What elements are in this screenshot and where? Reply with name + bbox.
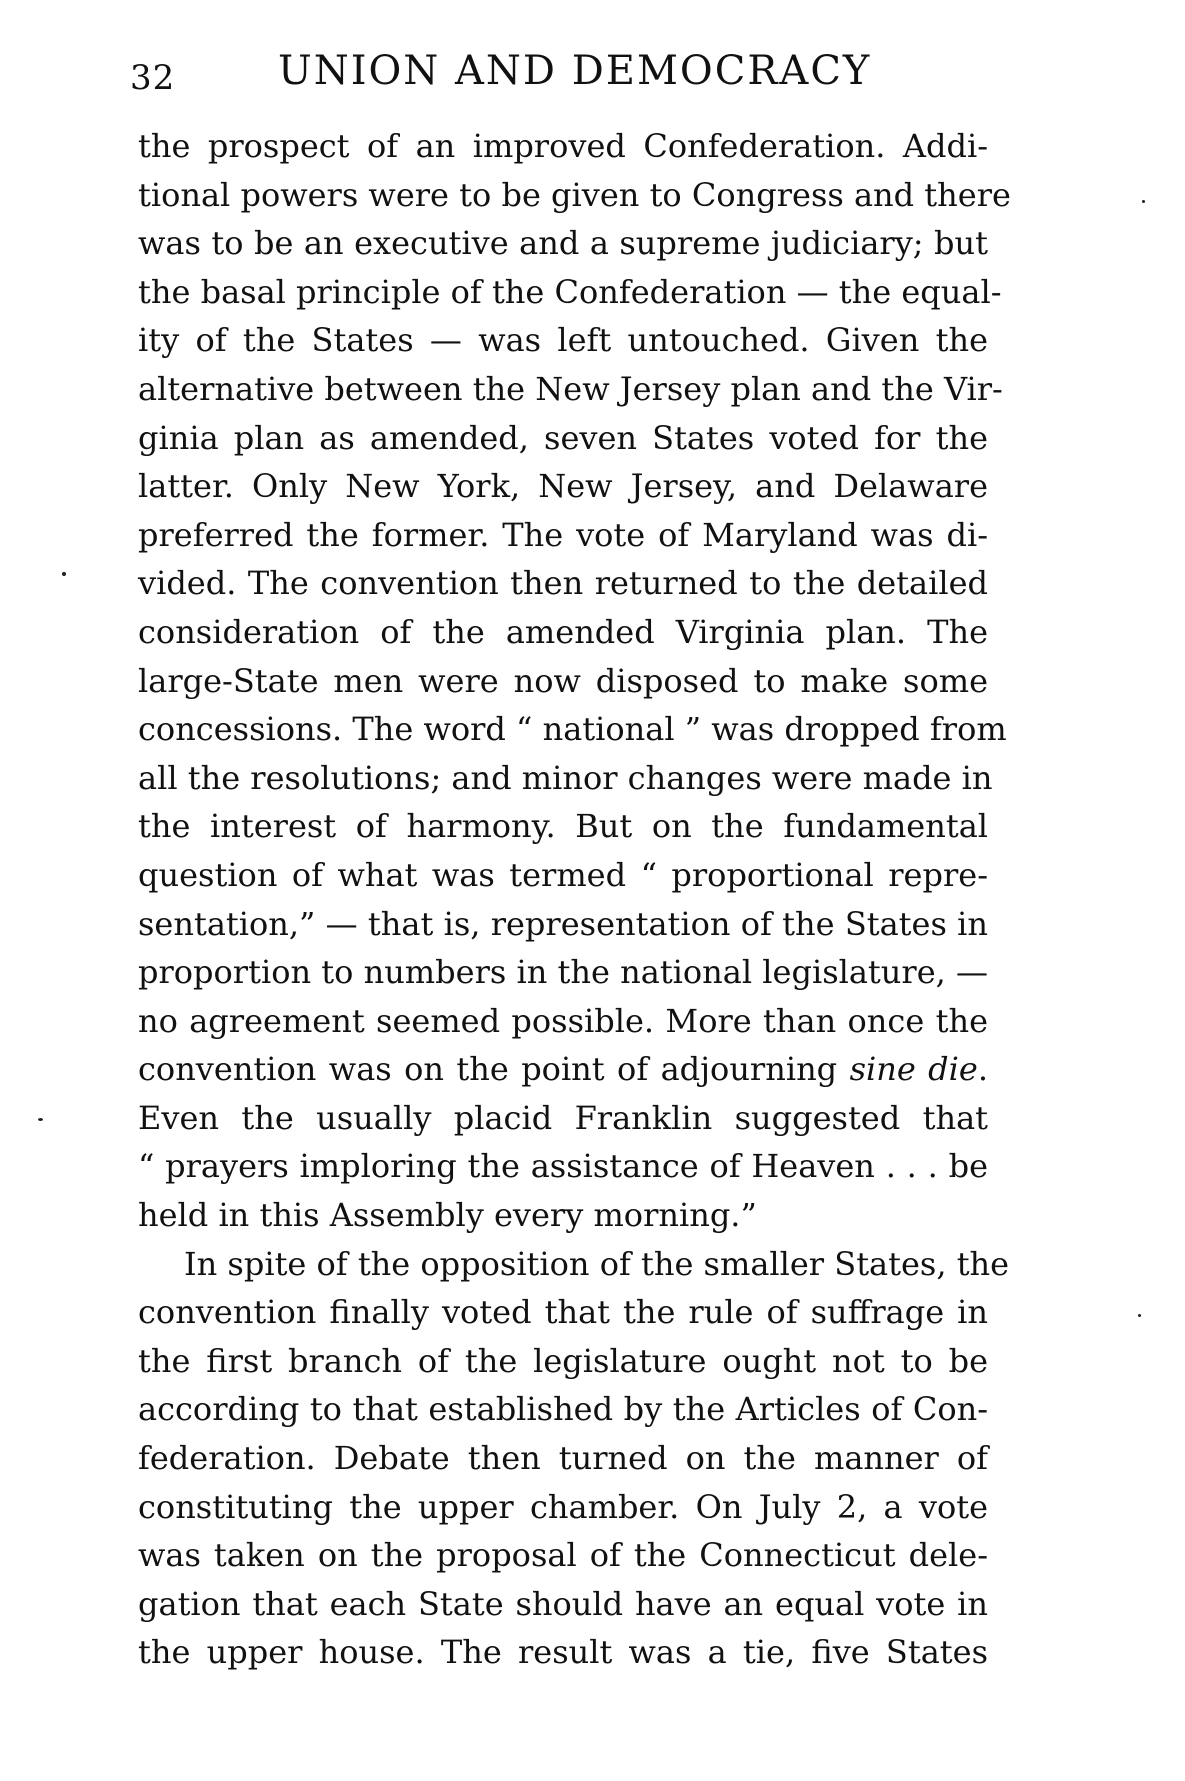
text-line: tional powers were to be given to Congress and there (138, 175, 1011, 214)
body-text (138, 122, 1011, 1677)
text-line: the upper house. The result was a tie, five States (138, 1633, 988, 1672)
text-line: held in this Assembly every morning.” (138, 1196, 757, 1235)
italic-phrase: sine die (849, 1050, 978, 1089)
text-line: sentation,” — that is, representation of the States in (138, 904, 988, 943)
text-line: question of what was termed “ proportional repre- (138, 855, 988, 894)
text-line: all the resolutions; and minor changes were made in (138, 758, 993, 797)
text-line: large-State men were now disposed to make some (138, 661, 988, 700)
text-line: concessions. The word “ national ” was dropped from (138, 710, 1007, 749)
text-run: . (977, 1050, 988, 1089)
text-line: federation. Debate then turned on the manner of (138, 1439, 988, 1478)
text-line: no agreement seemed possible. More than once the (138, 1001, 988, 1040)
text-line: proportion to numbers in the national legislature, — (138, 953, 988, 992)
text-line: the interest of harmony. But on the fundamental (138, 807, 988, 846)
text-line: preferred the former. The vote of Maryland was di- (138, 515, 988, 554)
text-line: constituting the upper chamber. On July 2, a vote (138, 1487, 988, 1526)
scan-speck (38, 1118, 43, 1121)
scan-speck (1138, 1314, 1141, 1317)
text-line: gation that each State should have an equal vote in (138, 1584, 988, 1623)
paragraph-2 (138, 1240, 1010, 1677)
text-line: the first branch of the legislature ought not to be (138, 1341, 988, 1380)
scan-speck (62, 572, 66, 576)
scan-speck (1142, 200, 1145, 203)
text-line: latter. Only New York, New Jersey, and Delaware (138, 467, 988, 506)
text-line: ginia plan as amended, seven States voted for the (138, 418, 988, 457)
text-run: convention was on the point of adjourning (138, 1050, 850, 1089)
text-line-with-italic (138, 1045, 988, 1094)
text-line: consideration of the amended Virginia plan. The (138, 612, 988, 651)
page-header (118, 40, 938, 110)
text-line: ity of the States — was left untouched. Given the (138, 321, 988, 360)
text-line: In spite of the opposition of the smaller States, the (184, 1244, 1010, 1283)
text-line: was to be an executive and a supreme judiciary; but (138, 224, 988, 263)
paragraph-1 (138, 122, 1011, 1240)
text-line: Even the usually placid Franklin suggested that (138, 1098, 988, 1137)
text-line: according to that established by the Articles of Con- (138, 1390, 988, 1429)
text-line: vided. The convention then returned to the detailed (138, 564, 988, 603)
text-line: the basal principle of the Confederation — the equal- (138, 272, 1002, 311)
text-line: convention finally voted that the rule of suffrage in (138, 1293, 988, 1332)
running-head: UNION AND DEMOCRACY (278, 48, 872, 94)
text-line: alternative between the New Jersey plan and the Vir- (138, 369, 1003, 408)
text-line: “ prayers imploring the assistance of Heaven . . . be (138, 1147, 988, 1186)
text-line: was taken on the proposal of the Connecticut dele- (138, 1536, 988, 1575)
page-number: 32 (130, 58, 176, 98)
text-line: the prospect of an improved Confederation. Addi- (138, 127, 988, 165)
